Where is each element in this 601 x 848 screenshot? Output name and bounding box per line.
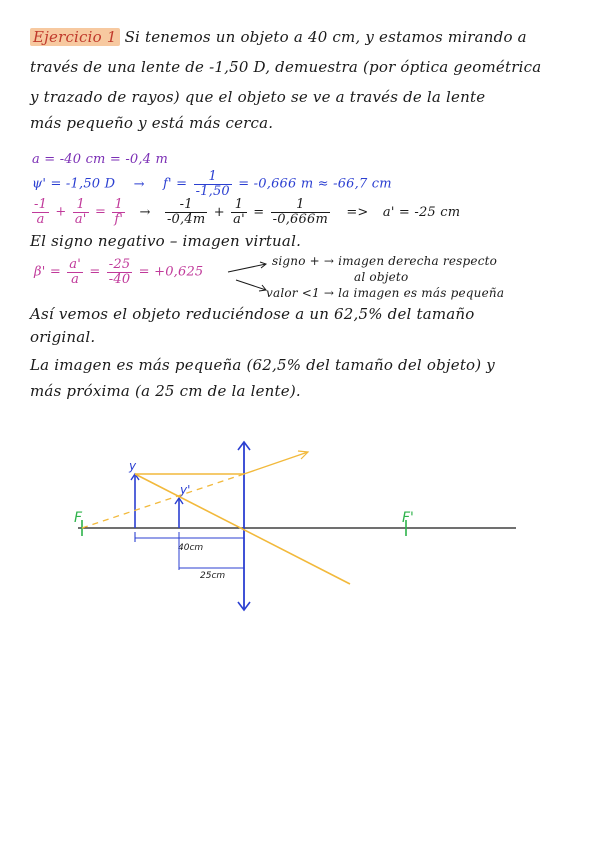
statement-line-3: y trazado de rayos) que el objeto se ve a través de la lente (30, 88, 486, 106)
focal-label-Fp: F' (402, 510, 414, 526)
focal-fraction: $\frac{1}{-1,50}$ (195, 169, 230, 199)
conclusion-line-2: original. (30, 328, 96, 346)
power-value: ψ' = -1,50 D (32, 176, 116, 192)
ray-refracted (244, 452, 308, 474)
statement-line-2: través de una lente de -1,50 D, demuestra (por óptica geométrica (30, 58, 542, 76)
object-label: y (129, 459, 137, 473)
sign-note: El signo negativo – imagen virtual. (30, 232, 302, 250)
conclusion-line-3: La imagen es más pequeña (62,5% del tamaño del objeto) y (30, 356, 495, 374)
statement-line-4: más pequeño y está más cerca. (30, 114, 274, 132)
statement-line-1 (30, 28, 527, 46)
distance-image-label: 25cm (200, 571, 226, 581)
focal-result: = -0,666 m ≈ -66,7 cm (238, 176, 392, 192)
magnification-note-1a: signo + → imagen derecha respecto (272, 254, 498, 268)
ray-virtual-extension (82, 474, 244, 528)
magnification-note-2: valor <1 → la imagen es más pequeña (266, 286, 505, 300)
magnification-note-1b: al objeto (354, 270, 409, 284)
image-label: y' (180, 483, 191, 497)
focal-label-F: F (74, 510, 83, 526)
exercise-label: Ejercicio 1 (30, 28, 120, 46)
magnification-equation: β' = $\frac{a'}{a}$ = $\frac{-25}{-40}$ = +0,625 (34, 257, 204, 287)
object-distance: a = -40 cm = -0,4 m (32, 152, 169, 167)
focal-lhs: f' = (163, 176, 188, 192)
conclusion-line-4: más próxima (a 25 cm de la lente). (30, 382, 301, 400)
distance-object-label: 40cm (178, 543, 204, 553)
conclusion-line-1: Así vemos el objeto reduciéndose a un 62,5% del tamaño (30, 305, 475, 323)
statement-text-1: Si tenemos un objeto a 40 cm, y estamos mirando a (124, 28, 527, 46)
ray-diagram (0, 430, 601, 630)
magnification-arrows (226, 258, 270, 294)
arrow-1: → (133, 176, 145, 192)
lens-equation: $\frac{-1}{a}$ + $\frac{1}{a'}$ = $\frac{1}{f'}$ → $\frac{-1}{-0,4m}$ + $\frac{1}{a'}$ = $\frac{1}{-0,666m}$ => a' = -25 cm (34, 197, 461, 227)
image-distance-result: a' = -25 cm (382, 204, 461, 220)
power-line (32, 170, 392, 198)
